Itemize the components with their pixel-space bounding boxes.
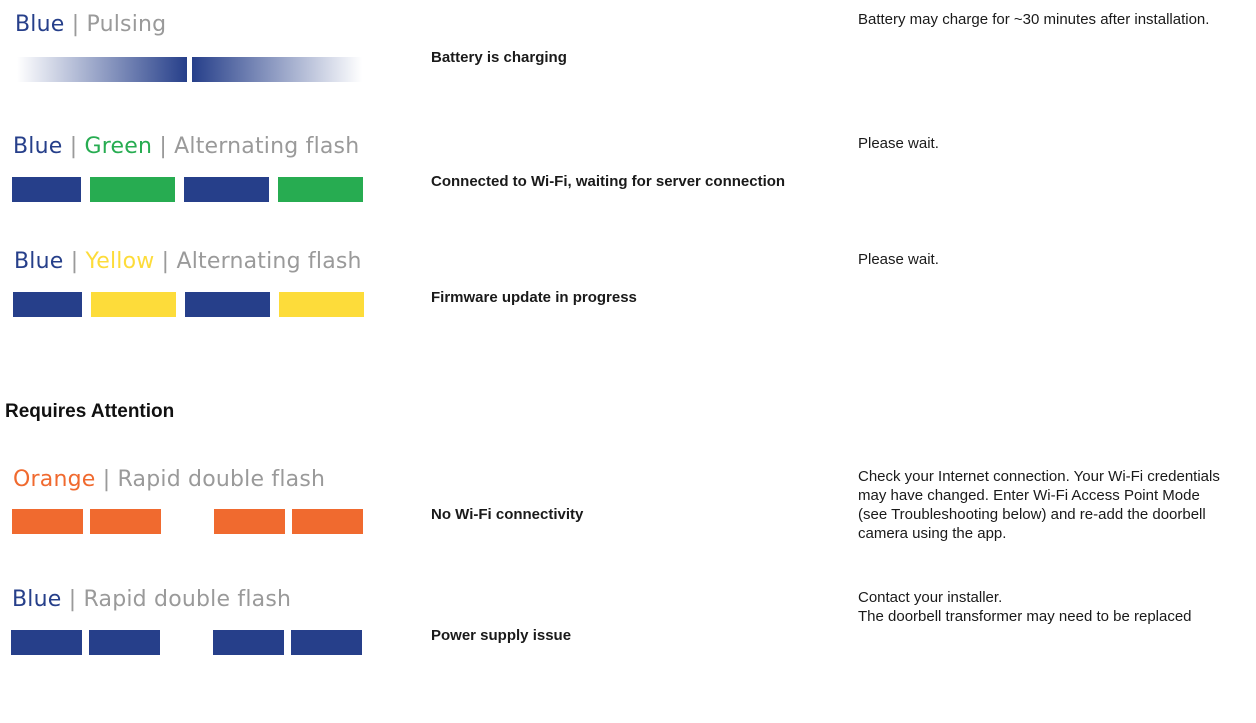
separator: | [159, 134, 167, 159]
led-bar-blue [13, 292, 82, 317]
action-line: Contact your installer. [858, 589, 1003, 606]
action-text [858, 588, 1253, 626]
led-mode: Rapid double flash [117, 467, 326, 492]
status-text: Power supply issue [431, 627, 572, 644]
led-bar-orange [12, 509, 83, 534]
led-bar-pulse-right [192, 57, 362, 82]
led-bar-orange [90, 509, 161, 534]
led-bar-blue [184, 177, 269, 202]
led-pattern-title [13, 467, 325, 492]
led-mode: Alternating flash [174, 134, 360, 159]
action-text: Battery may charge for ~30 minutes after installation. [858, 11, 1210, 28]
led-bar-yellow [91, 292, 176, 317]
led-color-name: Orange [13, 467, 96, 492]
led-mode: Rapid double flash [83, 587, 292, 612]
led-color-name: Blue [15, 12, 65, 37]
led-color-name: Blue [13, 134, 63, 159]
action-line: may have changed. Enter Wi-Fi Access Point Mode [858, 487, 1200, 504]
led-bar-green [90, 177, 175, 202]
action-text [858, 467, 1253, 543]
action-text: Please wait. [858, 135, 939, 152]
status-text: No Wi-Fi connectivity [431, 506, 584, 523]
action-line: The doorbell transformer may need to be replaced [858, 608, 1192, 625]
separator: | [161, 249, 170, 274]
led-bar-orange [214, 509, 285, 534]
led-pattern-title [14, 249, 362, 274]
led-bar-blue [11, 630, 82, 655]
action-line: camera using the app. [858, 525, 1007, 542]
led-mode: Alternating flash [176, 249, 362, 274]
led-pattern-title [12, 587, 291, 612]
led-bar-yellow [279, 292, 364, 317]
status-text: Firmware update in progress [431, 289, 637, 306]
action-line: (see Troubleshooting below) and re-add the doorbell [858, 506, 1206, 523]
led-bar-blue [12, 177, 81, 202]
led-pattern-title [15, 12, 166, 37]
separator: | [70, 249, 79, 274]
status-text: Battery is charging [431, 49, 567, 66]
led-color-name: Blue [14, 249, 64, 274]
led-bar-pulse-left [17, 57, 187, 82]
led-color-name: Yellow [85, 249, 155, 274]
separator: | [69, 134, 78, 159]
separator: | [71, 12, 80, 37]
led-bar-blue [213, 630, 284, 655]
action-line: Check your Internet connection. Your Wi-Fi credentials [858, 468, 1220, 485]
led-color-name: Green [84, 134, 153, 159]
led-pattern-title [13, 134, 359, 159]
led-bar-blue [185, 292, 270, 317]
action-text: Please wait. [858, 251, 939, 268]
separator: | [102, 467, 111, 492]
separator: | [68, 587, 77, 612]
section-heading: Requires Attention [5, 401, 175, 422]
led-mode: Pulsing [86, 12, 167, 37]
led-bar-orange [292, 509, 363, 534]
led-bar-green [278, 177, 363, 202]
led-bar-blue [291, 630, 362, 655]
status-text: Connected to Wi-Fi, waiting for server connection [431, 173, 786, 190]
led-color-name: Blue [12, 587, 62, 612]
led-bar-blue [89, 630, 160, 655]
